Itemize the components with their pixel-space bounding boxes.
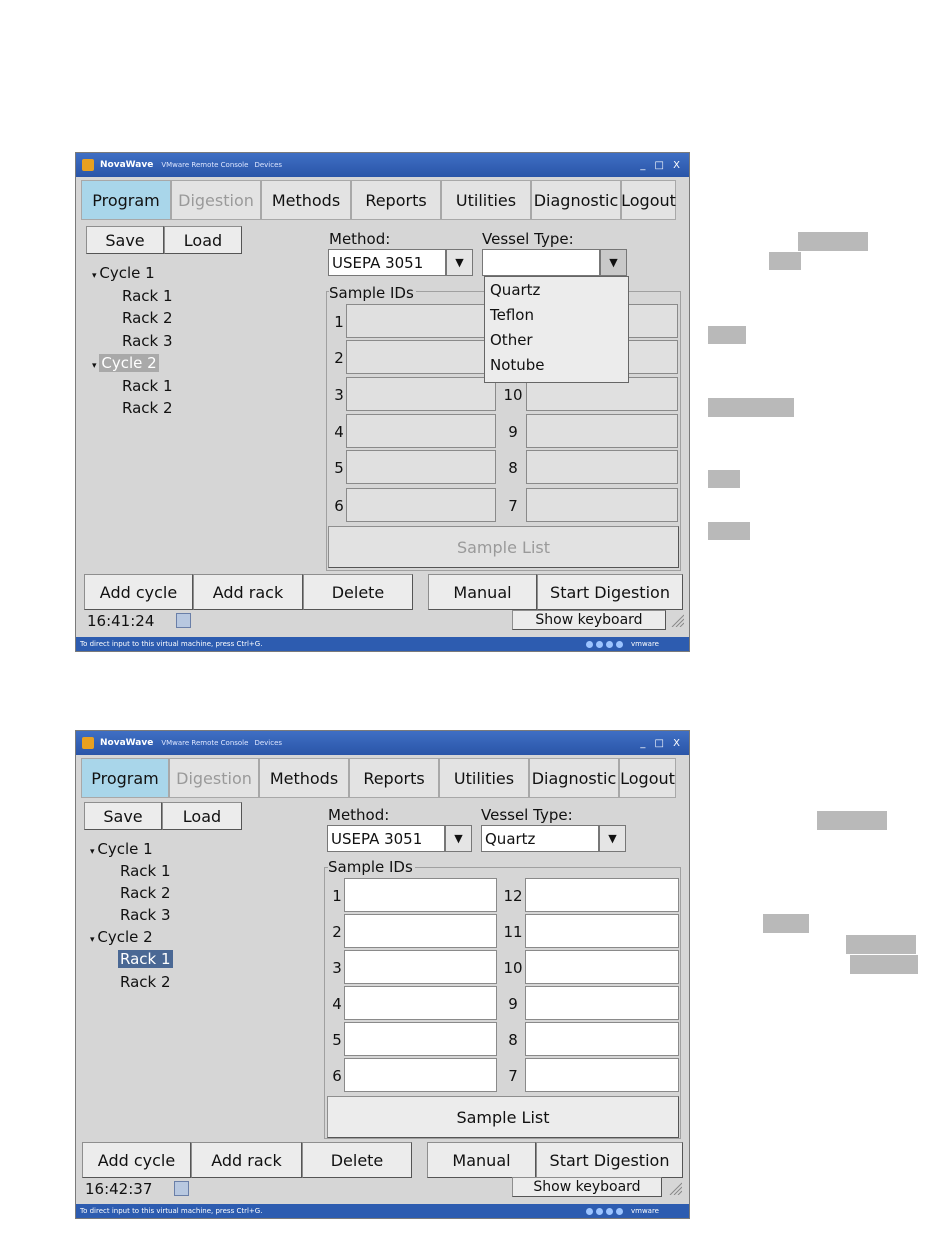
tab-digestion[interactable]: Digestion [171,180,261,220]
main-tabs [81,758,686,798]
sample-number: 2 [334,349,344,367]
window-controls[interactable]: _ □ X [640,159,683,171]
expand-arrow-icon[interactable]: ▾ [90,847,98,857]
save-button[interactable]: Save [84,802,162,830]
tree-rack-2[interactable]: Rack 2 [120,973,171,991]
sample-number: 8 [508,459,518,477]
vessel-type-label: Vessel Type: [482,230,574,248]
sample-number: 11 [503,923,523,941]
dropdown-option-quartz[interactable]: Quartz [490,280,541,299]
start-digestion-button[interactable]: Start Digestion [536,1142,683,1178]
sample-number: 10 [503,386,523,404]
tab-utilities[interactable]: Utilities [441,180,531,220]
clock: 16:42:37 [85,1180,153,1198]
tree-label: Cycle 1 [99,264,155,282]
resize-grip-icon[interactable] [668,1181,682,1195]
vm-input-hint: To direct input to this virtual machine, press Ctrl+G. [80,1207,263,1215]
vmware-console-label: VMware Remote Console [161,161,249,169]
redaction-block [763,914,809,933]
main-tabs [81,180,686,220]
network-icon[interactable] [586,641,593,648]
method-label: Method: [329,230,391,248]
resize-grip-icon[interactable] [670,613,684,627]
method-label: Method: [328,806,390,824]
sample-id-input[interactable] [526,488,678,522]
sound-icon[interactable] [616,641,623,648]
vmware-console-label: VMware Remote Console [161,739,249,747]
vessel-type-select[interactable]: Quartz [481,825,599,852]
sample-id-input[interactable] [346,414,496,448]
tab-reports[interactable]: Reports [351,180,441,220]
sample-list-button[interactable]: Sample List [327,1096,679,1138]
title-bar [76,731,689,755]
redaction-block [798,232,868,251]
sample-id-input[interactable] [525,1058,679,1092]
tab-digestion[interactable]: Digestion [169,758,259,798]
manual-button[interactable]: Manual [427,1142,536,1178]
sample-id-input[interactable] [346,488,496,522]
tab-diagnostic[interactable]: Diagnostic [529,758,619,798]
tray-icons [586,1208,623,1215]
sample-id-input[interactable] [525,1022,679,1056]
delete-button[interactable]: Delete [303,574,413,610]
chevron-down-icon[interactable]: ▼ [446,249,473,276]
redaction-block [708,522,750,540]
sample-id-input[interactable] [525,986,679,1020]
expand-arrow-icon[interactable]: ▾ [90,935,98,945]
redaction-block [817,811,887,830]
sample-number: 7 [508,1067,518,1085]
tree-label: Cycle 1 [97,840,153,858]
add-cycle-button[interactable]: Add cycle [82,1142,191,1178]
sample-ids-label: Sample IDs [328,858,413,876]
chevron-down-icon[interactable]: ▼ [445,825,472,852]
tab-methods[interactable]: Methods [261,180,351,220]
tree-rack-1[interactable]: Rack 1 [122,377,173,395]
cd-icon[interactable] [596,1208,603,1215]
show-keyboard-button[interactable]: Show keyboard [512,1177,662,1197]
sample-id-input[interactable] [526,450,678,484]
devices-menu[interactable]: Devices [254,161,283,169]
devices-menu[interactable]: Devices [254,739,283,747]
save-button[interactable]: Save [86,226,164,254]
tree-rack-1[interactable]: Rack 1 [120,862,171,880]
vessel-type-select[interactable] [482,249,600,276]
tree-label: Cycle 2 [97,928,153,946]
tree-rack-2[interactable]: Rack 2 [122,399,173,417]
tree-label-selected: Cycle 2 [101,354,157,372]
show-keyboard-button[interactable]: Show keyboard [512,610,666,630]
manual-button[interactable]: Manual [428,574,537,610]
method-select[interactable]: USEPA 3051 [328,249,446,276]
add-rack-button[interactable]: Add rack [193,574,303,610]
tab-logout[interactable]: Logout [621,180,676,220]
redaction-block [850,955,918,974]
redaction-block [769,252,801,270]
sample-list-button[interactable]: Sample List [328,526,679,568]
sample-number: 3 [332,959,342,977]
vmware-status-bar [76,637,689,651]
tree-cycle-1[interactable] [92,264,155,282]
sample-id-input[interactable] [525,878,679,912]
tab-program[interactable]: Program [81,180,171,220]
tree-cycle-1[interactable] [90,840,153,858]
sample-number: 9 [508,995,518,1013]
tree-rack-3[interactable]: Rack 3 [120,906,171,924]
redaction-block [846,935,916,954]
app-window-screen2 [75,730,690,1219]
add-cycle-button[interactable]: Add cycle [84,574,193,610]
sample-id-input[interactable] [346,377,496,411]
tree-rack-1[interactable]: Rack 1 [122,287,173,305]
tree-rack-3[interactable]: Rack 3 [122,332,173,350]
load-button[interactable]: Load [162,802,242,830]
app-icon [82,159,94,171]
tree-cycle-2[interactable] [92,354,159,372]
search-icon[interactable] [174,1181,189,1196]
load-button[interactable]: Load [164,226,242,254]
redaction-block [708,470,740,488]
dropdown-option-other[interactable]: Other [490,330,533,349]
tab-diagnostic[interactable]: Diagnostic [531,180,621,220]
window-title: NovaWave [100,160,154,170]
sample-number: 5 [332,1031,342,1049]
sample-number: 8 [508,1031,518,1049]
sample-ids-label: Sample IDs [329,284,414,302]
vmware-status-bar [76,1204,689,1218]
window-controls[interactable]: _ □ X [640,737,683,749]
sample-number: 2 [332,923,342,941]
method-select[interactable]: USEPA 3051 [327,825,445,852]
chevron-down-icon[interactable]: ▼ [600,249,627,276]
sample-number: 1 [332,887,342,905]
network-icon[interactable] [586,1208,593,1215]
tab-methods[interactable]: Methods [259,758,349,798]
tab-program[interactable]: Program [81,758,169,798]
sample-number: 4 [332,995,342,1013]
vmware-logo: vmware [630,640,659,648]
usb-icon[interactable] [606,641,613,648]
sample-id-input[interactable] [346,450,496,484]
sample-id-input[interactable] [525,914,679,948]
expand-arrow-icon[interactable]: ▾ [92,361,100,371]
tab-utilities[interactable]: Utilities [439,758,529,798]
tree-cycle-2[interactable] [90,928,153,946]
sample-id-input[interactable] [526,414,678,448]
sample-number: 6 [334,497,344,515]
add-rack-button[interactable]: Add rack [191,1142,302,1178]
sample-number: 6 [332,1067,342,1085]
redaction-block [708,326,746,344]
tree-rack-2[interactable]: Rack 2 [122,309,173,327]
sample-id-input[interactable] [344,986,497,1020]
sample-number: 10 [503,959,523,977]
clock: 16:41:24 [87,612,155,630]
vmware-logo: vmware [630,1207,659,1215]
search-icon[interactable] [176,613,191,628]
delete-button[interactable]: Delete [302,1142,412,1178]
sample-number: 12 [503,887,523,905]
sample-id-input[interactable] [344,950,497,984]
sample-id-input[interactable] [344,914,497,948]
sample-number: 4 [334,423,344,441]
cd-icon[interactable] [596,641,603,648]
window-title: NovaWave [100,738,154,748]
chevron-down-icon[interactable]: ▼ [599,825,626,852]
dropdown-option-teflon[interactable]: Teflon [490,305,534,324]
tab-reports[interactable]: Reports [349,758,439,798]
app-icon [82,737,94,749]
expand-arrow-icon[interactable]: ▾ [92,271,100,281]
start-digestion-button[interactable]: Start Digestion [537,574,683,610]
sample-id-input[interactable] [344,878,497,912]
tree-rack-1-selected[interactable]: Rack 1 [120,950,171,968]
app-window-screen1 [75,152,690,652]
sample-number: 1 [334,313,344,331]
sample-id-input[interactable] [344,1022,497,1056]
usb-icon[interactable] [606,1208,613,1215]
vessel-type-dropdown [484,276,629,383]
sample-id-input[interactable] [346,340,496,374]
title-bar [76,153,689,177]
sample-number: 7 [508,497,518,515]
sample-number: 9 [508,423,518,441]
vessel-type-label: Vessel Type: [481,806,573,824]
sample-id-input[interactable] [344,1058,497,1092]
vm-input-hint: To direct input to this virtual machine, press Ctrl+G. [80,640,263,648]
redaction-block [708,398,794,417]
sample-number: 5 [334,459,344,477]
sample-id-input[interactable] [346,304,496,338]
tab-logout[interactable]: Logout [619,758,676,798]
tray-icons [586,641,623,648]
sample-id-input[interactable] [525,950,679,984]
tree-rack-2[interactable]: Rack 2 [120,884,171,902]
sample-number: 3 [334,386,344,404]
sound-icon[interactable] [616,1208,623,1215]
dropdown-option-notube[interactable]: Notube [490,355,545,374]
